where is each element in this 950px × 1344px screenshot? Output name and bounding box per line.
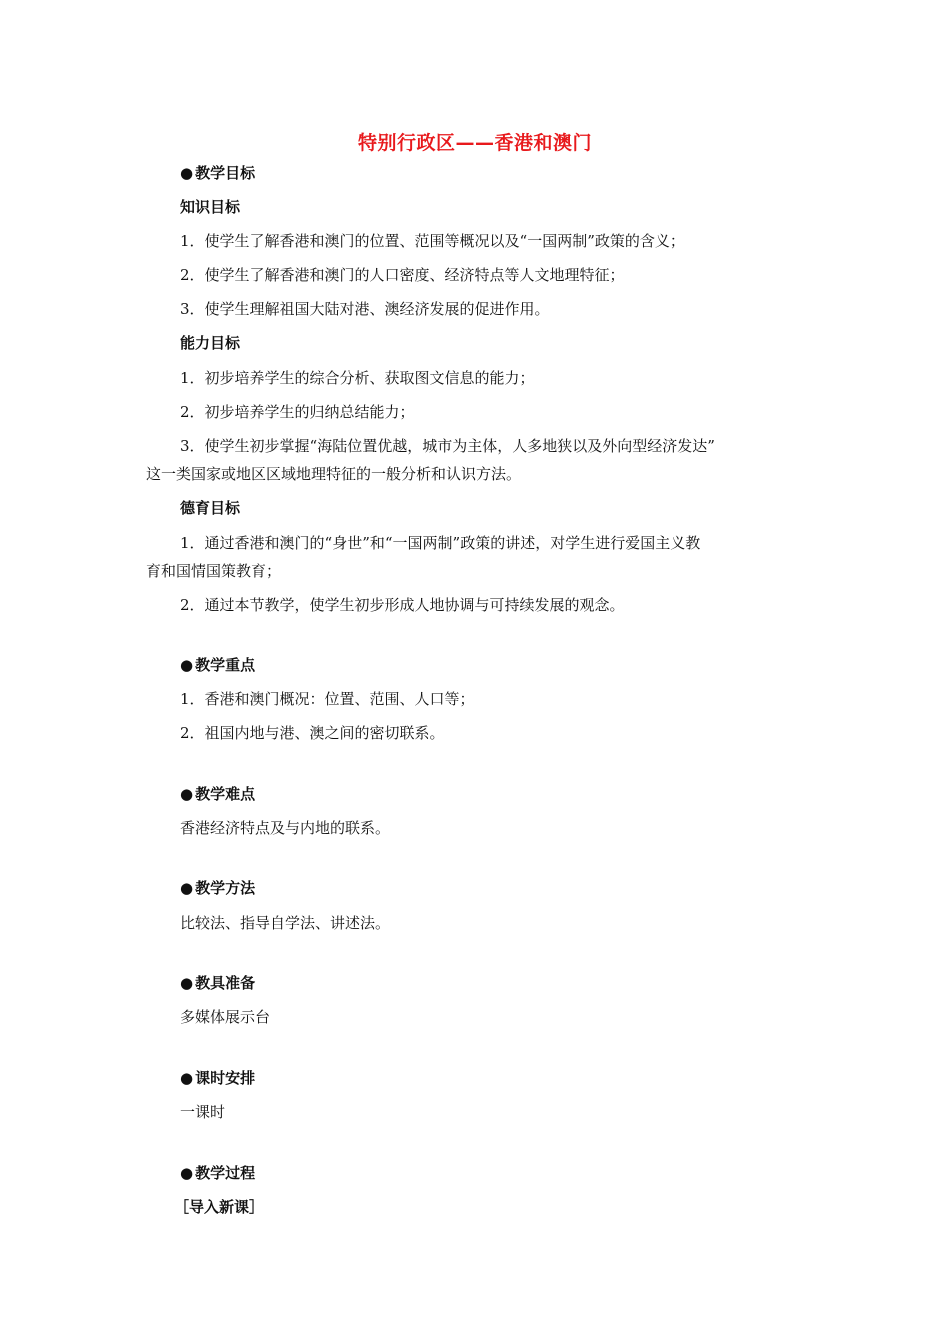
list-item-continuation: 育和国情国策教育； [146, 562, 282, 580]
subheading-knowledge: 知识目标 [180, 198, 241, 216]
list-item: 1．通过香港和澳门的“身世”和“一国两制”政策的讲述，对学生进行爱国主义教 [180, 534, 701, 552]
section-text: 香港经济特点及与内地的联系。 [180, 819, 391, 837]
list-item: 2．初步培养学生的归纳总结能力； [180, 403, 415, 421]
list-item: 3．使学生理解祖国大陆对港、澳经济发展的促进作用。 [180, 300, 550, 318]
section-text: 比较法、指导自学法、讲述法。 [180, 914, 391, 932]
section-heading-key-points: ● 教学重点 [180, 656, 256, 674]
section-heading-objectives: ● 教学目标 [180, 164, 256, 182]
section-heading-methods: ● 教学方法 [180, 879, 256, 897]
section-heading-tools: ● 教具准备 [180, 974, 256, 992]
subheading-intro: ［导入新课］ [174, 1198, 265, 1216]
bullet-icon: ● [180, 785, 194, 803]
subheading-moral: 德育目标 [180, 499, 241, 517]
document-title: 特别行政区——香港和澳门 [357, 132, 592, 154]
section-heading-difficulty: ● 教学难点 [180, 785, 256, 803]
subheading-ability: 能力目标 [180, 334, 241, 352]
list-item: 2．祖国内地与港、澳之间的密切联系。 [180, 724, 445, 742]
section-heading-schedule: ● 课时安排 [180, 1069, 256, 1087]
list-item: 1．使学生了解香港和澳门的位置、范围等概况以及“一国两制”政策的含义； [180, 232, 685, 250]
list-item-continuation: 这一类国家或地区区域地理特征的一般分析和认识方法。 [146, 465, 522, 483]
bullet-icon: ● [180, 656, 194, 674]
bullet-icon: ● [180, 1164, 194, 1182]
bullet-icon: ● [180, 164, 194, 182]
list-item: 3．使学生初步掌握“海陆位置优越，城市为主体，人多地狭以及外向型经济发达” [180, 437, 715, 455]
bullet-icon: ● [180, 1069, 194, 1087]
list-item: 2．使学生了解香港和澳门的人口密度、经济特点等人文地理特征； [180, 266, 625, 284]
section-text: 一课时 [180, 1103, 226, 1121]
list-item: 2．通过本节教学，使学生初步形成人地协调与可持续发展的观念。 [180, 596, 625, 614]
bullet-icon: ● [180, 879, 194, 897]
section-heading-process: ● 教学过程 [180, 1164, 256, 1182]
list-item: 1．初步培养学生的综合分析、获取图文信息的能力； [180, 369, 535, 387]
section-text: 多媒体展示台 [180, 1008, 271, 1026]
list-item: 1．香港和澳门概况：位置、范围、人口等； [180, 690, 475, 708]
bullet-icon: ● [180, 974, 194, 992]
